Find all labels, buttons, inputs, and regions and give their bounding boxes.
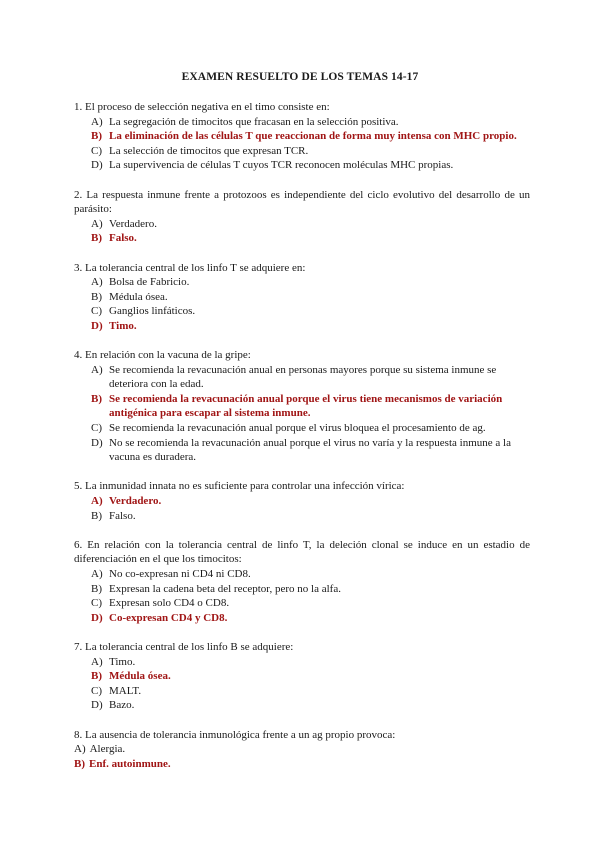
- option-letter: B): [91, 130, 102, 143]
- question-7: [74, 640, 530, 713]
- option-a: [74, 742, 530, 757]
- question-text: 4. En relación con la vacuna de la gripe:: [74, 349, 251, 362]
- option-list: [74, 275, 530, 333]
- option-text: La selección de timocitos que expresan TCR.: [109, 144, 309, 157]
- option-a: [74, 363, 530, 392]
- question-3: [74, 261, 530, 334]
- option-text: Se recomienda la revacunación anual porque el virus bloquea el procesamiento de ag.: [109, 422, 486, 435]
- question-5: [74, 479, 530, 523]
- option-a: [74, 217, 530, 232]
- option-letter: A): [91, 115, 103, 128]
- option-letter: B): [91, 670, 102, 683]
- option-a-correct: [74, 494, 530, 509]
- question-text: 1. El proceso de selección negativa en el timo consiste en:: [74, 101, 330, 113]
- option-letter: A): [91, 568, 103, 580]
- option-text: Se recomienda la revacunación anual porque el virus tiene mecanismos de variación antigénica para escapar al sistema inmune.: [109, 392, 503, 420]
- option-letter: D): [91, 699, 103, 712]
- option-letter: A): [91, 363, 103, 376]
- question-6: [74, 538, 530, 626]
- option-text: No se recomienda la revacunación anual porque el virus no varía y la respuesta inmune a la vacuna es duradera.: [109, 436, 511, 464]
- option-letter: B): [91, 509, 102, 522]
- option-b-correct: [74, 129, 530, 144]
- option-text: La eliminación de las células T que reaccionan de forma muy intensa con MHC propio.: [109, 130, 517, 143]
- option-letter: A): [91, 217, 103, 230]
- question-text: 3. La tolerancia central de los linfo T se adquiere en:: [74, 261, 306, 274]
- option-d: [74, 698, 530, 713]
- question-text: 6. En relación con la tolerancia central de linfo T, la deleción clonal se induce en un estadio de diferenciación en el que los timocitos:: [74, 538, 530, 566]
- option-text: Se recomienda la revacunación anual en personas mayores porque su sistema inmune se deteriora con la edad.: [109, 363, 497, 391]
- option-b: [74, 509, 530, 524]
- option-c: [74, 684, 530, 699]
- option-c: [74, 304, 530, 319]
- option-a: [74, 115, 530, 130]
- option-letter: B): [91, 290, 102, 303]
- option-letter: A): [74, 743, 86, 756]
- option-b-correct: [74, 392, 530, 421]
- option-letter: C): [91, 305, 102, 318]
- option-list: [74, 742, 530, 771]
- option-letter: C): [91, 684, 102, 697]
- question-list: [74, 100, 530, 786]
- option-text: Bolsa de Fabricio.: [109, 276, 190, 289]
- option-text: La supervivencia de células T cuyos TCR reconocen moléculas MHC propias.: [109, 159, 454, 172]
- option-letter: D): [91, 319, 103, 332]
- question-text: 2. La respuesta inmune frente a protozoos es independiente del ciclo evolutivo del desarrollo de un parásito:: [74, 188, 530, 216]
- option-text: Timo.: [109, 319, 137, 332]
- question-8: [74, 728, 530, 772]
- option-list: [74, 655, 530, 713]
- option-c: [74, 596, 530, 611]
- option-text: Timo.: [109, 655, 136, 668]
- option-letter: B): [91, 232, 102, 245]
- option-text: Médula ósea.: [109, 670, 171, 683]
- option-d: [74, 436, 530, 465]
- option-b: [74, 290, 530, 305]
- option-letter: C): [91, 144, 102, 157]
- option-text: Falso.: [109, 509, 136, 522]
- option-letter: D): [91, 159, 103, 172]
- option-text: Alergia.: [89, 743, 126, 756]
- question-1: [74, 100, 530, 173]
- option-letter: D): [91, 436, 103, 449]
- option-letter: C): [91, 597, 102, 610]
- option-c: [74, 421, 530, 436]
- option-a: [74, 655, 530, 670]
- option-d: [74, 158, 530, 173]
- option-b: [74, 582, 530, 597]
- option-text: Médula ósea.: [109, 290, 168, 303]
- option-c: [74, 144, 530, 159]
- exam-title: EXAMEN RESUELTO DE LOS TEMAS 14-17: [181, 71, 419, 83]
- option-list: [74, 567, 530, 625]
- option-a: [74, 567, 530, 582]
- option-a: [74, 275, 530, 290]
- option-text: Expresan solo CD4 o CD8.: [109, 597, 230, 610]
- option-b-correct: [74, 757, 530, 772]
- option-letter: B): [91, 582, 102, 595]
- option-b-correct: [74, 669, 530, 684]
- option-d-correct: [74, 611, 530, 626]
- option-d-correct: [74, 319, 530, 334]
- question-text: 5. La inmunidad innata no es suficiente para controlar una infección vírica:: [74, 480, 405, 493]
- option-text: No co-expresan ni CD4 ni CD8.: [109, 568, 251, 580]
- option-letter: A): [91, 276, 103, 289]
- option-letter: A): [91, 655, 103, 668]
- option-text: Expresan la cadena beta del receptor, pero no la alfa.: [109, 582, 341, 595]
- option-letter: D): [91, 611, 103, 624]
- option-letter: B): [91, 392, 102, 405]
- option-text: La segregación de timocitos que fracasan en la selección positiva.: [109, 115, 399, 128]
- option-text: Enf. autoinmune.: [89, 757, 171, 770]
- question-4: [74, 348, 530, 465]
- option-list: [74, 363, 530, 465]
- question-text: 7. La tolerancia central de los linfo B se adquiere:: [74, 640, 294, 653]
- option-text: Verdadero.: [109, 495, 162, 508]
- option-text: MALT.: [109, 684, 142, 697]
- option-text: Co-expresan CD4 y CD8.: [109, 611, 228, 624]
- option-text: Falso.: [109, 232, 137, 245]
- option-text: Bazo.: [109, 699, 135, 712]
- option-letter: C): [91, 422, 102, 435]
- question-text: 8. La ausencia de tolerancia inmunológica frente a un ag propio provoca:: [74, 728, 396, 741]
- option-list: [74, 217, 530, 246]
- option-list: [74, 115, 530, 173]
- option-list: [74, 494, 530, 523]
- option-b-correct: [74, 231, 530, 246]
- option-text: Ganglios linfáticos.: [109, 305, 196, 318]
- question-2: [74, 188, 530, 246]
- option-letter: A): [91, 495, 103, 508]
- option-text: Verdadero.: [109, 217, 157, 230]
- option-letter: B): [74, 757, 85, 770]
